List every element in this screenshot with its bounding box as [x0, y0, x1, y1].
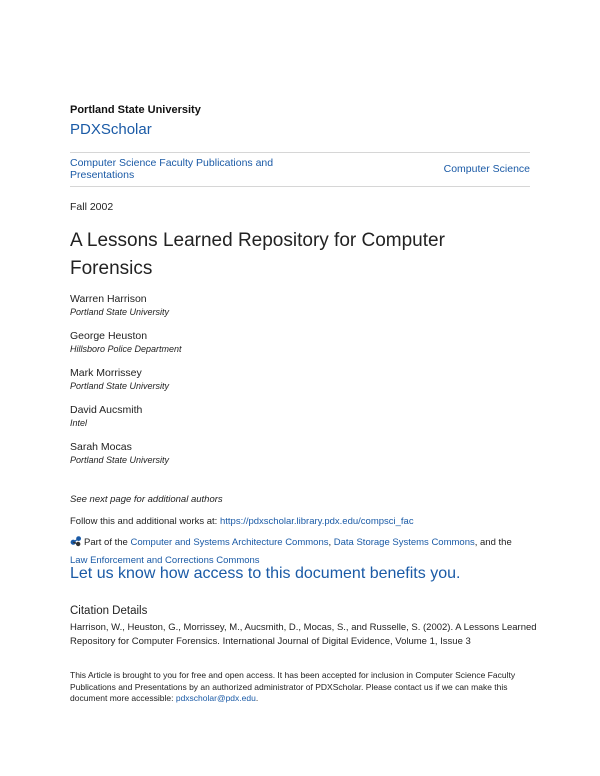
author-name: George Heuston — [70, 330, 148, 342]
author-affiliation: Portland State University — [70, 381, 170, 391]
collection-link[interactable]: Computer Science Faculty Publications and Presentations — [70, 157, 274, 181]
part-of-prefix: Part of the — [84, 537, 128, 548]
author-list — [70, 293, 182, 478]
contact-email-link[interactable]: pdxscholar@pdx.edu — [175, 693, 256, 703]
top-divider — [70, 152, 530, 153]
access-benefit-link[interactable]: Let us know how access to this document benefits you. — [70, 565, 461, 582]
author-name: Sarah Mocas — [70, 441, 132, 453]
author-item — [70, 404, 182, 441]
bottom-divider — [70, 186, 530, 187]
part-of-separator: , — [328, 537, 332, 548]
repository-url-link[interactable]: https://pdxscholar.library.pdx.edu/compsci_fac — [219, 516, 414, 527]
university-name: Portland State University — [70, 104, 201, 116]
author-item — [70, 293, 182, 330]
author-affiliation: Hillsboro Police Department — [70, 344, 182, 354]
follow-line — [70, 516, 414, 527]
commons-link-law-enforcement[interactable]: Law Enforcement and Corrections Commons — [70, 555, 260, 566]
department-link[interactable]: Computer Science — [443, 163, 530, 175]
author-name: Warren Harrison — [70, 293, 147, 305]
publication-date: Fall 2002 — [70, 201, 114, 213]
author-affiliation: Portland State University — [70, 307, 170, 317]
notice-text: This Article is brought to you for free and open access. It has been accepted for inclusion in Computer Science Faculty Publications and Presentations by an authorized administrator of PDXScholar. Please contact us if we can make this document more accessible: — [70, 670, 516, 703]
author-item — [70, 330, 182, 367]
author-name: Mark Morrissey — [70, 367, 142, 379]
access-notice — [70, 670, 535, 705]
follow-prefix: Follow this and additional works at: — [70, 516, 218, 527]
part-of-separator: , and the — [474, 537, 512, 548]
creative-commons-icon — [70, 535, 82, 547]
document-title: A Lessons Learned Repository for Computer Forensics — [70, 230, 445, 279]
citation-heading: Citation Details — [70, 605, 148, 617]
see-next-note: See next page for additional authors — [70, 494, 223, 505]
citation-text: Harrison, W., Heuston, G., Morrissey, M., Aucsmith, D., Mocas, S., and Russelle, S. (2002). A Lessons Learned Repository for Computer Forensics. International Journal of Digital Evidence, Volume 1, Issue 3 — [70, 622, 537, 647]
author-item — [70, 441, 182, 478]
pdxscholar-link[interactable]: PDXScholar — [70, 121, 152, 138]
author-affiliation: Portland State University — [70, 455, 170, 465]
notice-end: . — [255, 693, 259, 703]
author-item — [70, 367, 182, 404]
author-name: David Aucsmith — [70, 404, 143, 416]
commons-link-data-storage[interactable]: Data Storage Systems Commons — [333, 537, 475, 548]
author-affiliation: Intel — [70, 418, 88, 428]
commons-link-architecture[interactable]: Computer and Systems Architecture Commons — [130, 537, 329, 548]
